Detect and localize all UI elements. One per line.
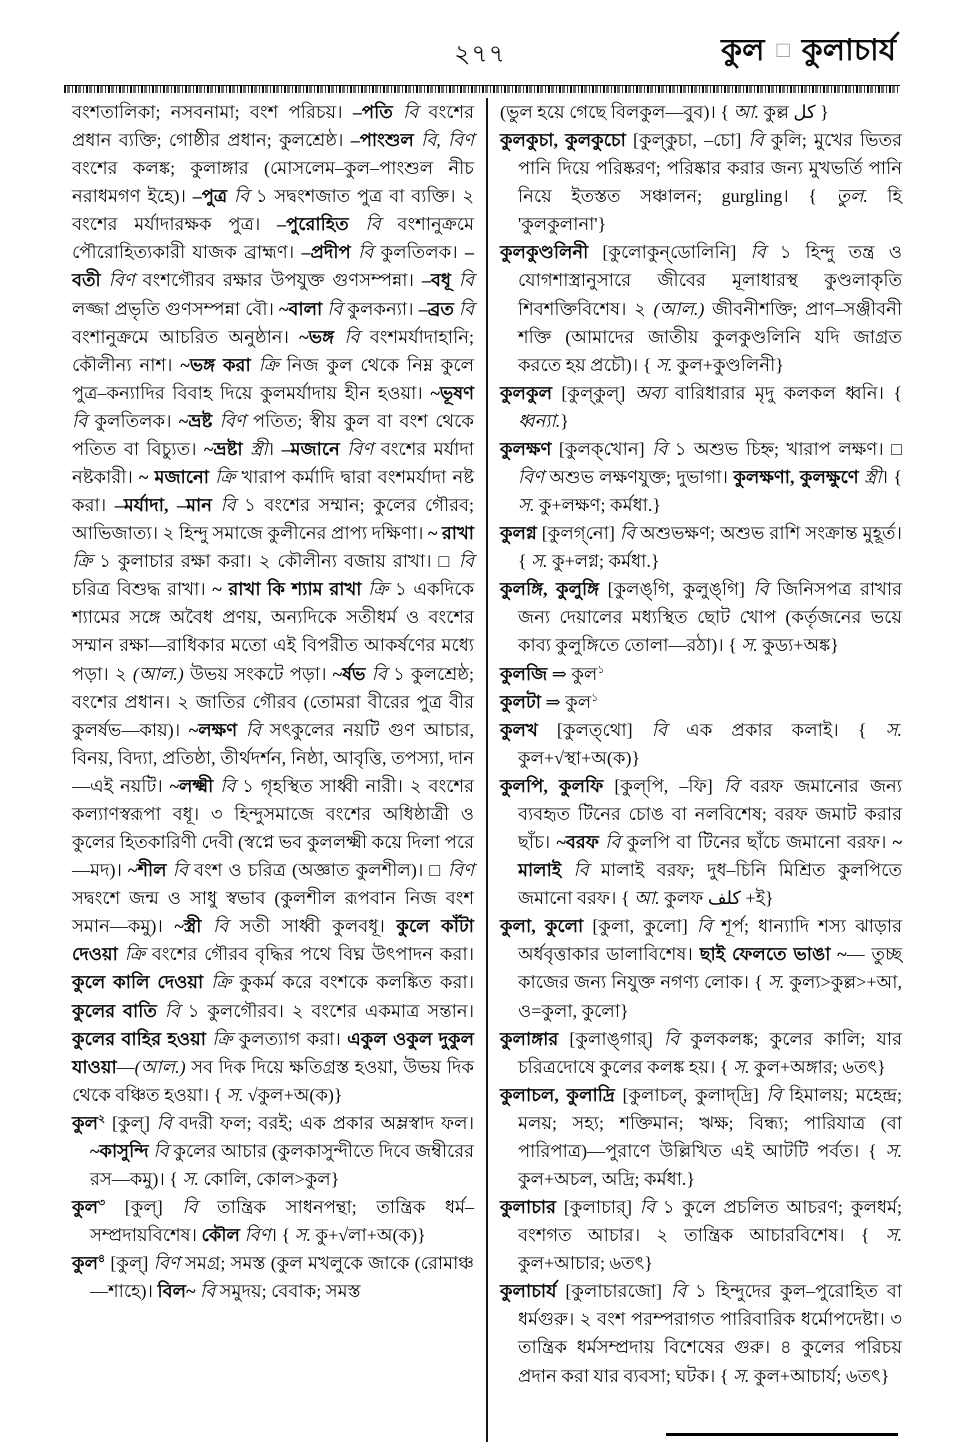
text-run: কুলাঙ্গার: [499, 1028, 559, 1049]
dictionary-entry: [500, 772, 902, 912]
text-run: ক্রি: [361, 579, 389, 600]
text-run: কুল্ল كل }: [759, 102, 829, 122]
text-run: অশুভ লক্ষণযুক্ত; দুভাগা।: [544, 467, 734, 488]
text-run: । {: [881, 467, 902, 488]
text-run: বি: [453, 298, 475, 319]
text-run: [কুল্]: [105, 1112, 157, 1133]
guide-words: [721, 26, 896, 77]
page-number: ২৭৭: [454, 41, 506, 68]
text-run: বংশ ও চরিত্র (অজ্ঞাত কুলশীল)। □: [187, 860, 448, 881]
text-run: বি: [195, 1281, 216, 1302]
text-run: জিনিসপত্র রাখার জন্য দেয়ালের মধ্যস্থিত ছোট খোপ (কর্তৃজনের ভয়ে কাব্য কুলুঙ্গিতে তোলা—রঠা)। {: [517, 579, 903, 656]
text-run: বি: [392, 102, 419, 122]
dictionary-entry: [72, 1109, 474, 1193]
text-run: ~ভূষণ: [430, 382, 475, 403]
text-run: কু+লক্ষণ; কর্মধা.}: [534, 495, 662, 516]
text-run: কুলে কালি দেওয়া: [72, 972, 204, 993]
text-run: খারাপ কর্মাদি দ্বারা বংশমর্যাদা নষ্ট করা।: [72, 467, 475, 516]
text-run: বি: [750, 242, 766, 263]
text-run: [কুলাচারজো]: [556, 1281, 671, 1302]
text-run: ১: [591, 691, 599, 704]
text-run: ⇒ কুল: [547, 663, 598, 684]
text-run: ক্রি: [203, 972, 232, 993]
text-run: কুলতিলক।: [87, 410, 179, 431]
text-run: কুলের বাহির হওয়া: [72, 1028, 206, 1049]
text-run: সতী সাধ্বী কুলবধূ।: [228, 916, 397, 937]
text-run: স.: [741, 635, 758, 656]
text-run: কুল+অঙ্গার; ৬তৎ}: [749, 1056, 886, 1077]
text-run: [কুলাঙ্‌গার্]: [558, 1028, 664, 1049]
entry-continuation: [72, 98, 474, 1109]
text-run: তুল.: [836, 186, 868, 207]
text-run: বি: [639, 1197, 655, 1218]
text-run: বরফ জমানোর জন্য ব্যবহৃত টিনের চোঙ বা নলবিশেষ; বরফ জমাট করার ছাঁচ।: [517, 775, 903, 853]
guide-separator-box-icon: □: [776, 36, 790, 62]
bottom-rule-fragment: [666, 1433, 898, 1436]
text-run: ক্রি: [250, 354, 279, 375]
text-run: কুলকলঙ্ক; কুলের কালি; যার চরিত্রদোষে কুলের কলঙ্ক হয়। {: [517, 1028, 902, 1077]
text-run: ক্রি: [117, 944, 145, 965]
text-run: বিণ: [447, 860, 475, 881]
text-run: বিণ: [212, 410, 246, 431]
text-run: একুল ওকুল দুকুল যাওয়া: [72, 1028, 475, 1077]
text-run: সমুদয়; বেবাক; সমস্ত: [215, 1281, 361, 1302]
text-run: বি: [766, 1084, 782, 1105]
text-run: –পাংশুল: [350, 130, 414, 151]
text-run: ১ কুলশ্রেষ্ঠ; বংশের প্রধান। ২ জাতির গৌরব (তোমরা বীরের পুত্র বীর কুলর্ষভ—কায়)।: [72, 663, 475, 740]
text-run: (আল.): [653, 298, 705, 319]
text-run: আ.: [634, 888, 660, 909]
text-run: কুল্য>কুল্ল>+আ, ও=কুলা, কুলো}: [517, 972, 902, 1021]
text-run: কুলা, কুলো: [499, 916, 584, 937]
text-run: কুড্য+অঙ্ক}: [757, 635, 839, 656]
dictionary-entry: [500, 716, 902, 772]
dictionary-entry: [500, 688, 902, 716]
text-run: বি: [365, 663, 387, 684]
text-run: কুলাচল, কুলাদ্রি: [499, 1084, 615, 1105]
text-run: ।: [267, 438, 282, 459]
text-run: বি: [350, 242, 374, 263]
text-run: বি: [619, 523, 636, 544]
text-run: বি: [458, 551, 475, 572]
text-run: –পুত্র: [192, 186, 228, 207]
text-run: এক প্রকার কলাই। {: [666, 719, 886, 740]
text-run: (আল.): [134, 1056, 186, 1077]
text-run: কুলক্ষণা, কুলক্ষুণে: [733, 467, 859, 488]
dictionary-entry: [500, 1025, 902, 1081]
text-run: কুল: [72, 1253, 99, 1274]
text-run: }: [560, 410, 569, 431]
text-run: সমগ্র; সমস্ত (কুল মখলুকে জাকে (রোমাঞ্চ—শাহে)।: [90, 1253, 475, 1302]
text-run: কৌল: [201, 1225, 240, 1246]
dictionary-entry: [72, 1249, 474, 1305]
text-run: বি: [227, 186, 250, 207]
text-run: । {: [270, 1225, 295, 1246]
text-run: বংশের গৌরব বৃদ্ধির পথে বিঘ্ন উৎপাদন করা।: [144, 944, 475, 965]
text-run: বি: [598, 832, 621, 853]
text-run: জীবনীশক্তি; প্রাণ–সঞ্জীবনী শক্তি (আমাদের জাতীয় কুলকুণ্ডলিনি যদি জাগ্রত করতে হয় প্রচৌ)। {: [517, 298, 903, 375]
text-run: ১ গৃহস্থিত সাধ্বী নারী। ২ বংশের কল্যাণস্বরূপা বধূ। ৩ হিন্দুসমাজে বংশের অধিষ্ঠাত্রী ও কুলের হিতকারিণী দেবী (স্বপ্নে ভব কুললক্ষ্মী কয়ে দিলা পরে—মদ)।: [72, 775, 475, 881]
left-column: [72, 98, 486, 1442]
guide-word-right: কুলাচার্য: [801, 34, 896, 67]
dictionary-entry: [72, 1193, 474, 1249]
text-run: [কুল্‌কুচা, –চো]: [625, 130, 749, 151]
text-run: বি: [696, 916, 712, 937]
right-column: [488, 98, 902, 1442]
text-run: –মর্যাদা, –মান: [114, 495, 212, 516]
text-run: কুলি; মুখের ভিতর পানি দিয়ে পরিষ্করণ; পরিষ্কার করার জন্য মুখভর্তি পানি নিয়ে ইতস্তত সঞ্চালন; gurgling। {: [517, 130, 903, 207]
text-run: [কুল্‌কুল্]: [551, 382, 635, 403]
text-run: অশুভক্ষণ; অশুভ রাশি সংক্রান্ত মুহূর্ত। {: [517, 523, 902, 572]
text-run: বি: [166, 860, 188, 881]
text-run: [কুল্]: [105, 1197, 183, 1218]
text-run: বি: [237, 719, 262, 740]
text-run: –পুরোহিত: [277, 214, 349, 235]
text-run: –বতী: [72, 242, 475, 291]
text-run: কুলপি বা টিনের ছাঁচে জমানো বরফ।: [620, 832, 893, 853]
text-run: বংশের কলঙ্ক; কুলাঙ্গার (মোসলেম–কুল–পাংশুল নীচ নরাধমগণ ইহে)।: [72, 158, 475, 207]
dictionary-entry: [500, 1081, 902, 1193]
text-run: বদরী ফল; বরই; এক প্রকার অম্লস্বাদ ফল।: [171, 1112, 475, 1133]
text-run: [কুলোকুন্‌ডোলিনি]: [588, 242, 751, 263]
text-run: ⇒ কুল: [541, 691, 592, 712]
text-run: বি: [334, 326, 360, 347]
text-run: ~ভঙ্গ করা: [180, 354, 251, 375]
text-run: কোলি, কোল>কুল}: [198, 1168, 340, 1189]
text-run: স.: [733, 1365, 750, 1386]
text-run: বারিধারার মৃদু কলকল ধ্বনি। {: [665, 382, 902, 403]
text-run: স.: [655, 354, 673, 375]
text-run: ~ মজানো: [138, 467, 209, 488]
dictionary-body: [72, 98, 902, 1442]
text-run: কুলাচার: [499, 1197, 557, 1218]
page-header: [0, 0, 960, 84]
text-run: স্ত্রী: [858, 467, 882, 488]
text-run: বি: [651, 719, 667, 740]
text-run: ক্রি: [205, 1028, 233, 1049]
text-run: অব্য: [634, 382, 666, 403]
text-run: ১ বংশের সম্মান; কুলের গৌরব; আভিজাত্য। ২ হিন্দু সমাজে কুলীনের প্রাপ্য দক্ষিণা।: [72, 495, 475, 544]
text-run: কু+লগ্ন; কর্মধা.}: [547, 551, 660, 572]
text-run: স.: [517, 495, 535, 516]
text-run: বি: [201, 916, 229, 937]
text-run: ~শীল: [128, 860, 167, 881]
text-run: কুকর্ম করে বংশকে কলঙ্কিত করা।: [231, 972, 475, 993]
text-run: বি: [670, 1281, 687, 1302]
text-run: [কুলাচার্]: [556, 1197, 640, 1218]
text-run: ~র্ষভ: [332, 663, 366, 684]
text-run: বি: [450, 270, 475, 291]
text-run: তান্ত্রিক সাধনপন্থা; তান্ত্রিক ধর্ম–সম্প্রদায়বিশেষ।: [90, 1197, 475, 1246]
dictionary-entry: [500, 379, 902, 435]
text-run: কুলগ্ন: [499, 523, 537, 544]
text-run: ~ রাখা: [427, 523, 475, 544]
text-run: বিণ: [517, 467, 545, 488]
text-run: স.: [885, 719, 902, 740]
text-run: কুল+অচল, অদ্রি; কর্মধা.}: [517, 1168, 696, 1189]
text-run: ~স্ত্রী: [174, 916, 202, 937]
text-run: কুলে কাঁটা দেওয়া: [72, 916, 475, 965]
text-run: বিণ: [239, 1225, 271, 1246]
text-run: –প্রদীপ: [301, 242, 351, 263]
text-run: ৩: [98, 1197, 106, 1210]
text-run: কুলত্যাগ করা।: [232, 1028, 348, 1049]
text-run: কুল+আচার; ৬তৎ}: [517, 1253, 653, 1274]
text-run: ~বালা: [278, 298, 323, 319]
text-run: [কুলঙ্‌গি, কুলুঙ্‌গি]: [599, 579, 754, 600]
text-run: কুলের আচার (কুলকাসুন্দীতে দিবে জম্বীরের রস—কমু)। {: [90, 1140, 475, 1189]
text-run: বংশের প্রধান ব্যক্তি; গোষ্ঠীর প্রধান; কুলশ্রেষ্ঠ।: [72, 102, 475, 151]
text-run: কুলখ: [499, 719, 538, 740]
text-run: ১ হিন্দুদের কুল–পুরোহিত বা ধর্মগুরু। ২ বংশ পরম্পরাগত পারিবারিক ধর্মোপদেষ্টা। ৩ তান্ত্রিক ধর্মসম্প্রদায় বিশেষের গুরু। ৪ কুলের পরিচয় প্রদান করা যার ব্যবসা; ঘটক। {: [517, 1281, 903, 1386]
text-run: বংশানুক্রমে পৌরোহিত্যকারী যাজক ব্রাহ্মণ।: [72, 214, 475, 263]
text-run: কু+√লা+অ(ক)}: [311, 1225, 426, 1246]
text-run: কুলকুচা, কুলকুচো: [499, 130, 626, 151]
text-run: — তুচ্ছ কাজের জন্য নিযুক্ত নগণ্য লোক। {: [517, 944, 903, 993]
entry-continuation: [500, 98, 902, 126]
text-run: স.: [767, 972, 785, 993]
dictionary-entry: [500, 435, 902, 519]
text-run: বিল~: [157, 1281, 196, 1302]
text-run: কুলকুল: [499, 382, 552, 403]
text-run: স.: [885, 1225, 902, 1246]
text-run: [কুল্‌পি, –ফি]: [603, 775, 724, 796]
text-run: ১ হিন্দু তন্ত্র ও যোগশাস্ত্রানুসারে জীবের মূলাধারস্থ কুণ্ডলাকৃতি শিবশক্তিবিশেষ। ২: [517, 242, 902, 319]
text-run: ক্রি: [72, 551, 93, 572]
text-run: ১ অশুভ চিহ্ন; খারাপ লক্ষণ। □: [667, 438, 902, 459]
text-run: ~লক্ষ্মী: [169, 775, 214, 796]
text-run: কুল+√স্থা+অ(ক)}: [517, 747, 641, 768]
text-run: কুলাচার্য: [499, 1281, 557, 1302]
text-run: –মজানে: [281, 438, 340, 459]
text-run: [কুলক্‌খোন]: [551, 438, 653, 459]
text-run: মালাই বরফ; দুধ–চিনি মিশ্রিত কুলপিতে জমানো বরফ। {: [517, 860, 902, 909]
text-run: স.: [531, 551, 548, 572]
guide-word-left: কুল: [721, 34, 765, 67]
text-run: ~ভ্রষ্টা: [204, 438, 243, 459]
text-run: ধ্বন্যা.: [517, 410, 561, 431]
text-run: ~বরফ: [556, 832, 599, 853]
text-run: স.: [885, 1140, 902, 1161]
text-run: ছাই ফেলতে ভাঙা ~: [699, 944, 847, 965]
text-run: কুলপি, কুলফি: [499, 775, 604, 796]
text-run: বি: [322, 298, 343, 319]
text-run: ৪: [98, 1253, 106, 1266]
dictionary-entry: [500, 912, 902, 1024]
text-run: ~ মালাই: [517, 832, 903, 881]
text-run: [কুল্]: [105, 1253, 154, 1274]
text-run: বি: [753, 579, 769, 600]
dictionary-entry: [500, 1277, 902, 1389]
text-run: কুলকন্যা।: [342, 298, 419, 319]
text-run: সৎকুলের নয়টি গুণ আচার, বিনয়, বিদ্যা, প্রতিষ্ঠা, তীর্থদর্শন, নিষ্ঠা, আবৃত্তি, তপস্যা, দান—এই নয়টি।: [72, 719, 475, 796]
text-run: বি: [748, 130, 764, 151]
text-run: ~ভ্রষ্ট: [178, 410, 213, 431]
dictionary-entry: [500, 660, 902, 688]
text-run: হিমালয়; মহেন্দ্র; মলয়; সহ্য; শক্তিমান; ঋক্ষ; বিন্ধ্য; পারিযাত্র (বা পারিপাত্র)—পুরাণে উল্লিখিত এই আটটি পর্বত। {: [517, 1084, 902, 1161]
text-run: বংশের মর্যাদা নষ্টকারী।: [72, 438, 475, 488]
text-run: –পতি: [352, 102, 393, 122]
text-run: ১: [597, 663, 605, 676]
text-run: (ভুল হয়ে গেছে বিলকুল—বুব)। {: [499, 102, 734, 122]
text-run: ক্রি: [208, 467, 236, 488]
text-run: কুলতিলক।: [373, 242, 466, 263]
text-run: কুলটা: [499, 691, 542, 712]
text-run: বি: [182, 1197, 198, 1218]
header-rule: [64, 85, 900, 93]
text-run: স্ত্রী: [242, 438, 268, 459]
text-run: ১ কুলগৌরব। ২ বংশের একমাত্র সন্তান।: [179, 1000, 475, 1021]
text-run: ~ রাখা কি শ্যাম রাখা: [212, 579, 362, 600]
text-run: কুল+কুণ্ডলিনী}: [672, 354, 784, 375]
text-run: উভয় সংকটে পড়া।: [183, 663, 333, 684]
text-run: শূর্প; ধান্যাদি শস্য ঝাড়ার অর্ধবৃত্তাকার ডালাবিশেষ।: [517, 916, 903, 965]
text-run: বংশগৌরব রক্ষার উপযুক্ত গুণসম্পন্না।: [134, 270, 422, 291]
text-run: —: [116, 1056, 135, 1077]
text-run: ১ কুলে প্রচলিত আচরণ; কুলধর্ম; বংশগত আচার। ২ তান্ত্রিক আচারবিশেষ। {: [517, 1197, 902, 1246]
text-run: কুলঙ্গি, কুলুঙ্গি: [499, 579, 600, 600]
text-run: [কুলত্‌থো]: [537, 719, 652, 740]
text-run: বি: [156, 1000, 180, 1021]
text-run: বংশমর্যাদাহানি; কৌলীন্য নাশ।: [72, 326, 475, 375]
text-run: লজ্জা প্রভৃতি গুণসম্পন্না বৌ।: [72, 298, 279, 319]
text-run: √কুল+অ(ক)}: [243, 1084, 343, 1105]
text-run: [কুলাচল্, কুলাদ্‌দ্রি]: [614, 1084, 767, 1105]
dictionary-entry: [500, 519, 902, 575]
text-run: ২: [98, 1112, 106, 1125]
text-run: বিণ: [153, 1253, 180, 1274]
text-run: বিণ: [100, 270, 135, 291]
text-run: বি: [561, 860, 589, 881]
dictionary-entry: [500, 126, 902, 238]
text-run: কুল: [72, 1112, 99, 1133]
text-run: বি: [148, 1140, 169, 1161]
text-run: –বধূ: [421, 270, 451, 291]
dictionary-entry: [500, 238, 902, 378]
text-run: ~লক্ষণ: [188, 719, 238, 740]
text-run: কুল+আচার্য; ৬তৎ}: [749, 1365, 890, 1386]
text-run: কুলফ كلف +ই}: [659, 888, 774, 909]
text-run: কুলজি: [499, 663, 548, 684]
text-run: [কুলগ্‌নো]: [536, 523, 620, 544]
text-run: ১ কুলাচার রক্ষা করা। ২ কৌলীন্য বজায় রাখা। □: [92, 551, 459, 572]
text-run: –ব্রত: [418, 298, 454, 319]
text-run: স.: [294, 1225, 311, 1246]
text-run: ১ সদ্বংশজাত পুত্র বা ব্যক্তি। ২ বংশের মর্যাদারক্ষক পুত্র।: [72, 186, 475, 235]
text-run: বংশতালিকা; নসবনামা; বংশ পরিচয়।: [72, 102, 353, 122]
text-run: বংশানুক্রমে আচরিত অনুষ্ঠান।: [72, 326, 300, 347]
text-run: স.: [226, 1084, 244, 1105]
text-run: বিণ: [339, 438, 374, 459]
text-run: কুল: [72, 1197, 99, 1218]
text-run: সব দিক দিয়ে ক্ষতিগ্রস্ত হওয়া, উভয় দিক থেকে বঞ্চিত হওয়া। {: [72, 1056, 475, 1105]
text-run: বি: [348, 214, 381, 235]
text-run: বি, বিণ: [413, 130, 475, 151]
text-run: কুলকুণ্ডলিনী: [499, 242, 589, 263]
text-run: আ.: [733, 102, 760, 122]
text-run: ১ একদিকে শ্যামের সঙ্গে অবৈধ প্রণয়, অন্যদিকে সতীধর্ম ও বংশের সম্মান রক্ষা—রাধিকার মতো এই বিপরীত আকর্ষণের মধ্যে পড়া। ২: [72, 579, 475, 684]
text-run: ~কাসুন্দি: [90, 1140, 149, 1161]
text-run: (আল.): [132, 663, 184, 684]
text-run: চরিত্র বিশুদ্ধ রাখা।: [72, 579, 213, 600]
text-run: বি: [211, 495, 236, 516]
dictionary-entry: [500, 1193, 902, 1277]
text-run: স.: [182, 1168, 199, 1189]
text-run: বি: [213, 775, 236, 796]
text-run: কুলক্ষণ: [499, 438, 552, 459]
text-run: কুলের বাতি: [72, 1000, 157, 1021]
text-run: হি 'কুলকুলানা'}: [517, 186, 902, 235]
text-run: সদ্বংশে জন্ম ও সাধু স্বভাব (কুলশীল রূপবান নিজ বংশ সমান—কমু)।: [72, 888, 475, 937]
text-run: স.: [733, 1056, 750, 1077]
text-run: ~ভঙ্গ: [299, 326, 335, 347]
text-run: নিজ কুল থেকে নিম্ন কুলে পুত্র–কন্যাদির বিবাহ দিয়ে কুলমর্যাদায় হীন হওয়া।: [72, 354, 475, 403]
text-run: বি: [652, 438, 668, 459]
text-run: বি: [72, 410, 88, 431]
text-run: বি: [723, 775, 740, 796]
text-run: [কুলা, কুলো]: [583, 916, 697, 937]
text-run: পতিত; স্বীয় কুল বা বংশ থেকে পতিত বা বিচ্যুত।: [72, 410, 475, 459]
dictionary-entry: [500, 575, 902, 659]
text-run: বি: [663, 1028, 680, 1049]
text-run: বি: [156, 1112, 172, 1133]
